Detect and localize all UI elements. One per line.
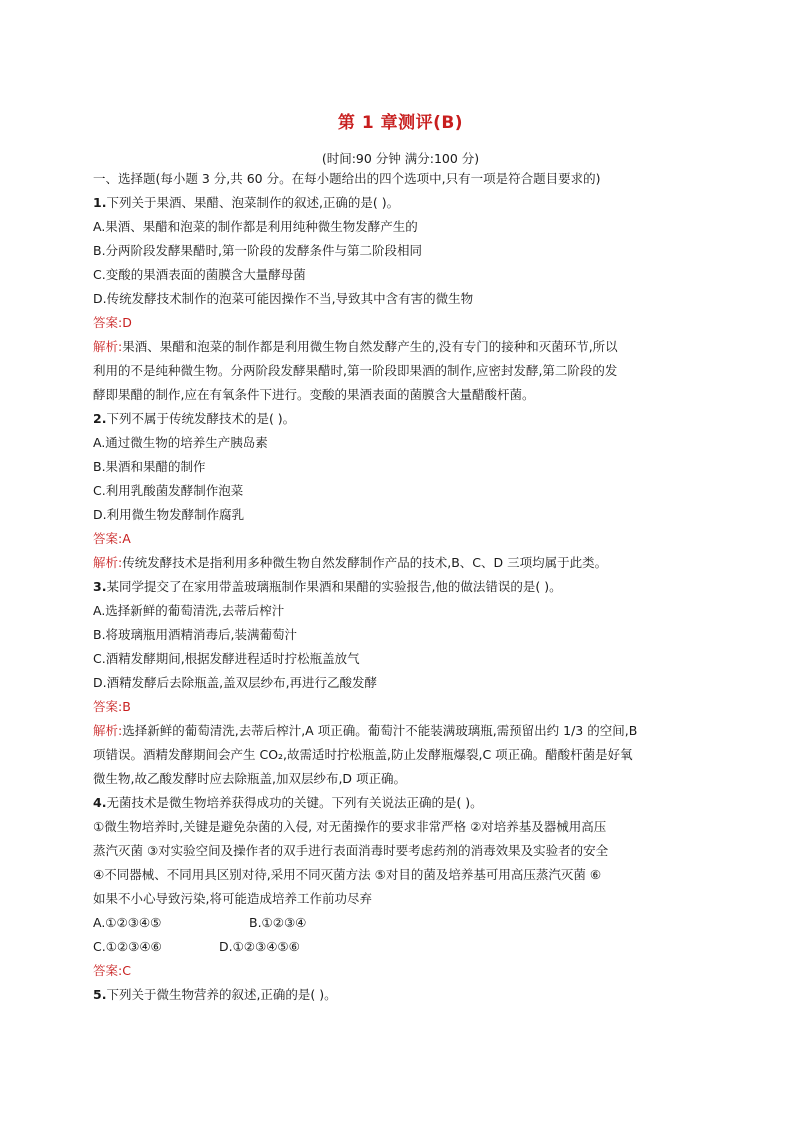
- answer-value: D: [122, 315, 132, 330]
- question-1-explanation-line-3: 酵即果醋的制作,应在有氧条件下进行。变酸的果酒表面的菌膜含大量醋酸杆菌。: [93, 387, 535, 402]
- question-number: 3.: [93, 579, 107, 594]
- question-3-explanation-line-3: 微生物,故乙酸发酵时应去除瓶盖,加双层纱布,D 项正确。: [93, 771, 407, 786]
- question-3-stem: [93, 577, 562, 597]
- question-3-answer: [93, 697, 131, 717]
- answer-label: 答案:: [93, 315, 123, 330]
- question-1-explanation-line-2: 利用的不是纯种微生物。分两阶段发酵果醋时,第一阶段即果酒的制作,应密封发酵,第二阶段的发: [93, 363, 618, 378]
- question-1-option-d: D.传统发酵技术制作的泡菜可能因操作不当,导致其中含有害的微生物: [93, 291, 474, 306]
- answer-label: 答案:: [93, 963, 123, 978]
- answer-value: C: [122, 963, 131, 978]
- question-2-explanation: [93, 553, 607, 573]
- answer-value: B: [122, 699, 131, 714]
- question-2-stem: [93, 409, 295, 429]
- question-4-answer: [93, 961, 131, 981]
- question-number: 1.: [93, 195, 107, 210]
- question-3-option-d: D.酒精发酵后去除瓶盖,盖双层纱布,再进行乙酸发酵: [93, 675, 378, 690]
- answer-label: 答案:: [93, 531, 123, 546]
- question-3-explanation-line-1: [93, 721, 637, 741]
- question-text: 下列不属于传统发酵技术的是( )。: [106, 411, 296, 426]
- explanation-label: 解析:: [93, 555, 123, 570]
- answer-value: A: [122, 531, 131, 546]
- question-2-answer: [93, 529, 131, 549]
- question-2-option-c: C.利用乳酸菌发酵制作泡菜: [93, 483, 244, 498]
- question-4-stem: [93, 793, 483, 813]
- question-text: 某同学提交了在家用带盖玻璃瓶制作果酒和果醋的实验报告,他的做法错误的是( )。: [106, 579, 562, 594]
- explanation-text: 果酒、果醋和泡菜的制作都是利用微生物自然发酵产生的,没有专门的接种和灭菌环节,所以: [122, 339, 618, 354]
- question-4-statement-line-4: 如果不小心导致污染,将可能造成培养工作前功尽弃: [93, 891, 372, 906]
- question-1-stem: [93, 193, 399, 213]
- question-3-option-c: C.酒精发酵期间,根据发酵进程适时拧松瓶盖放气: [93, 651, 360, 666]
- question-4-option-b: B.①②③④: [249, 915, 307, 930]
- question-1-option-b: B.分两阶段发酵果醋时,第一阶段的发酵条件与第二阶段相同: [93, 243, 423, 258]
- question-2-option-a: A.通过微生物的培养生产胰岛素: [93, 435, 268, 450]
- question-number: 5.: [93, 987, 107, 1002]
- question-3-option-b: B.将玻璃瓶用酒精消毒后,装满葡萄汁: [93, 627, 298, 642]
- explanation-text: 传统发酵技术是指利用多种微生物自然发酵制作产品的技术,B、C、D 三项均属于此类。: [122, 555, 608, 570]
- explanation-label: 解析:: [93, 339, 123, 354]
- question-1-explanation-line-1: [93, 337, 618, 357]
- question-2-option-d: D.利用微生物发酵制作腐乳: [93, 507, 245, 522]
- question-4-option-d: D.①②③④⑤⑥: [219, 939, 300, 954]
- section-heading: 一、选择题(每小题 3 分,共 60 分。在每小题给出的四个选项中,只有一项是符合题目要求的): [93, 171, 601, 186]
- question-2-option-b: B.果酒和果醋的制作: [93, 459, 206, 474]
- exam-meta: (时间:90 分钟 满分:100 分): [321, 151, 480, 166]
- question-4-statement-line-3: ④不同器械、不同用具区别对待,采用不同灭菌方法 ⑤对目的菌及培养基可用高压蒸汽灭菌 ⑥: [93, 867, 602, 882]
- question-text: 下列关于微生物营养的叙述,正确的是( )。: [106, 987, 337, 1002]
- question-5-stem: [93, 985, 337, 1005]
- question-4-option-a: A.①②③④⑤: [93, 915, 162, 930]
- question-3-option-a: A.选择新鲜的葡萄清洗,去蒂后榨汁: [93, 603, 285, 618]
- question-4-statement-line-1: ①微生物培养时,关键是避免杂菌的入侵, 对无菌操作的要求非常严格 ②对培养基及器械用高压: [93, 819, 607, 834]
- question-4-options-row-1: [93, 913, 306, 933]
- question-text: 无菌技术是微生物培养获得成功的关键。下列有关说法正确的是( )。: [106, 795, 483, 810]
- explanation-label: 解析:: [93, 723, 123, 738]
- question-4-option-c: C.①②③④⑥: [93, 939, 162, 954]
- question-4-options-row-2: [93, 937, 300, 957]
- question-3-explanation-line-2: 项错误。酒精发酵期间会产生 CO₂,故需适时拧松瓶盖,防止发酵瓶爆裂,C 项正确。醋酸杆菌是好氧: [93, 747, 633, 762]
- question-number: 4.: [93, 795, 107, 810]
- question-text: 下列关于果酒、果醋、泡菜制作的叙述,正确的是( )。: [106, 195, 400, 210]
- question-1-option-a: A.果酒、果醋和泡菜的制作都是利用纯种微生物发酵产生的: [93, 219, 418, 234]
- answer-label: 答案:: [93, 699, 123, 714]
- explanation-text: 选择新鲜的葡萄清洗,去蒂后榨汁,A 项正确。葡萄汁不能装满玻璃瓶,需预留出约 1/3 的空间,B: [122, 723, 638, 738]
- question-1-answer: [93, 313, 132, 333]
- question-number: 2.: [93, 411, 107, 426]
- page-title: 第 1 章测评(B): [337, 113, 464, 133]
- question-4-statement-line-2: 蒸汽灭菌 ③对实验空间及操作者的双手进行表面消毒时要考虑药剂的消毒效果及实验者的安全: [93, 843, 609, 858]
- question-1-option-c: C.变酸的果酒表面的菌膜含大量酵母菌: [93, 267, 306, 282]
